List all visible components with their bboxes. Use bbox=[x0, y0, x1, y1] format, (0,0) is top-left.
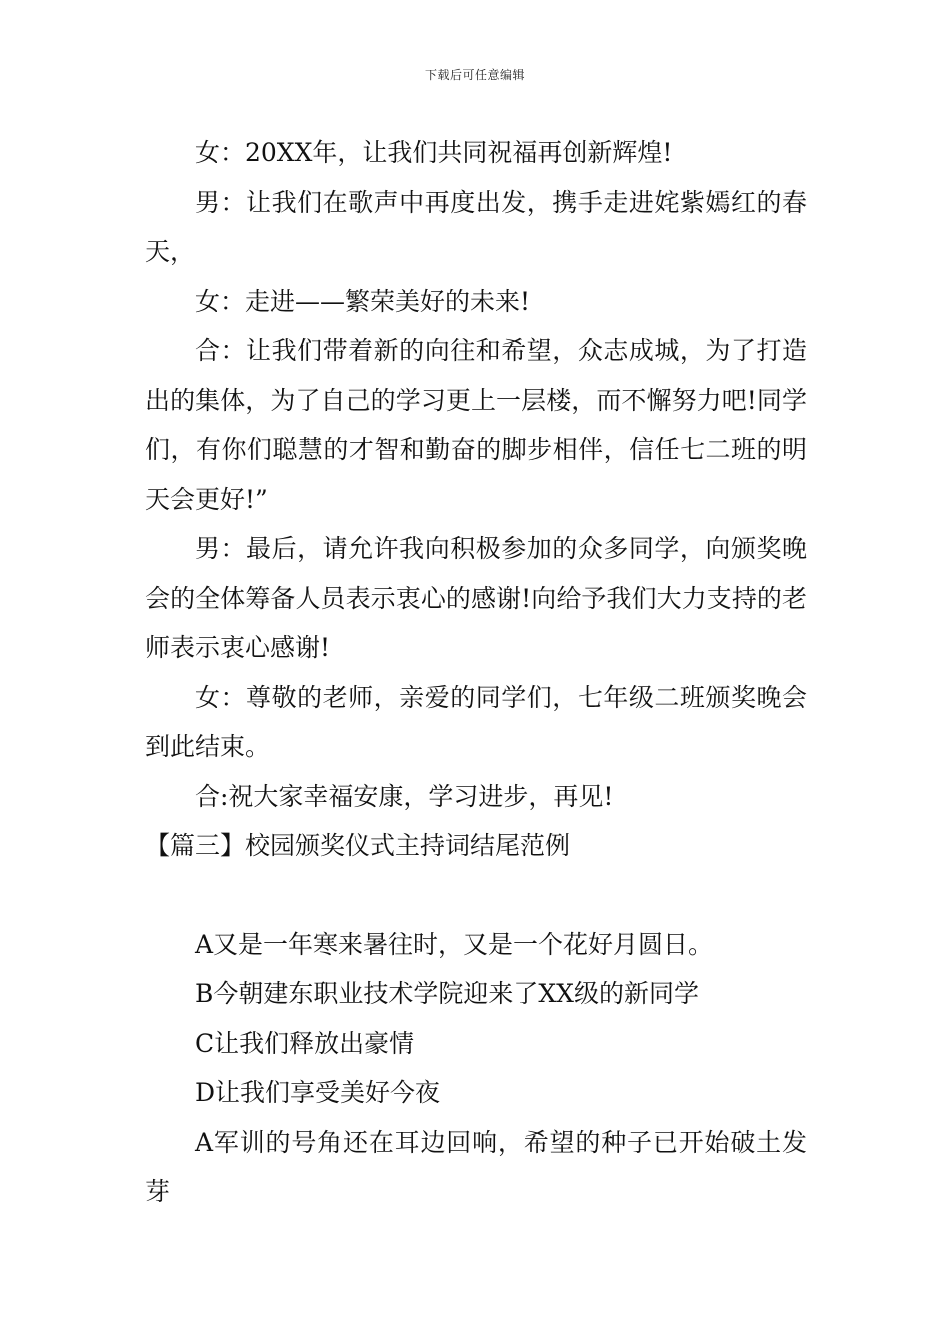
dialogue-paragraph-2: 男：让我们在歌声中再度出发，携手走进姹紫嫣红的春天， bbox=[145, 187, 807, 266]
dialogue-paragraph-3: 女：走进——繁荣美好的未来! bbox=[195, 286, 531, 316]
dialogue-paragraph-5: 男：最后，请允许我向积极参加的众多同学，向颁奖晚会的全体筹备人员表示衷心的感谢!向给予我们大力支持的老师表示衷心感谢! bbox=[145, 534, 807, 662]
script-line-5: A军训的号角还在耳边回响，希望的种子已开始破土发芽 bbox=[145, 1127, 807, 1206]
dialogue-paragraph-6: 女：尊敬的老师，亲爱的同学们，七年级二班颁奖晚会到此结束。 bbox=[145, 682, 807, 761]
script-line-3: C让我们释放出豪情 bbox=[195, 1028, 415, 1058]
section-heading: 【篇三】校园颁奖仪式主持词结尾范例 bbox=[145, 831, 571, 860]
blank-line bbox=[145, 871, 807, 920]
document-body bbox=[145, 128, 807, 1217]
dialogue-paragraph-7: 合:祝大家幸福安康，学习进步，再见! bbox=[195, 781, 614, 811]
script-line-4: D让我们享受美好今夜 bbox=[195, 1078, 441, 1107]
dialogue-paragraph-4: 合：让我们带着新的向往和希望，众志成城，为了打造出的集体，为了自己的学习更上一层楼，而不懈努力吧!同学们，有你们聪慧的才智和勤奋的脚步相伴，信任七二班的明天会更好!” bbox=[145, 336, 807, 514]
script-line-2: B今朝建东职业技术学院迎来了XX级的新同学 bbox=[195, 979, 699, 1008]
script-line-1: A又是一年寒来暑往时，又是一个花好月圆日。 bbox=[195, 929, 714, 959]
page-header: 下载后可任意编辑 bbox=[424, 68, 525, 82]
dialogue-paragraph-1: 女：20XX年，让我们共同祝福再创新辉煌! bbox=[195, 138, 673, 167]
